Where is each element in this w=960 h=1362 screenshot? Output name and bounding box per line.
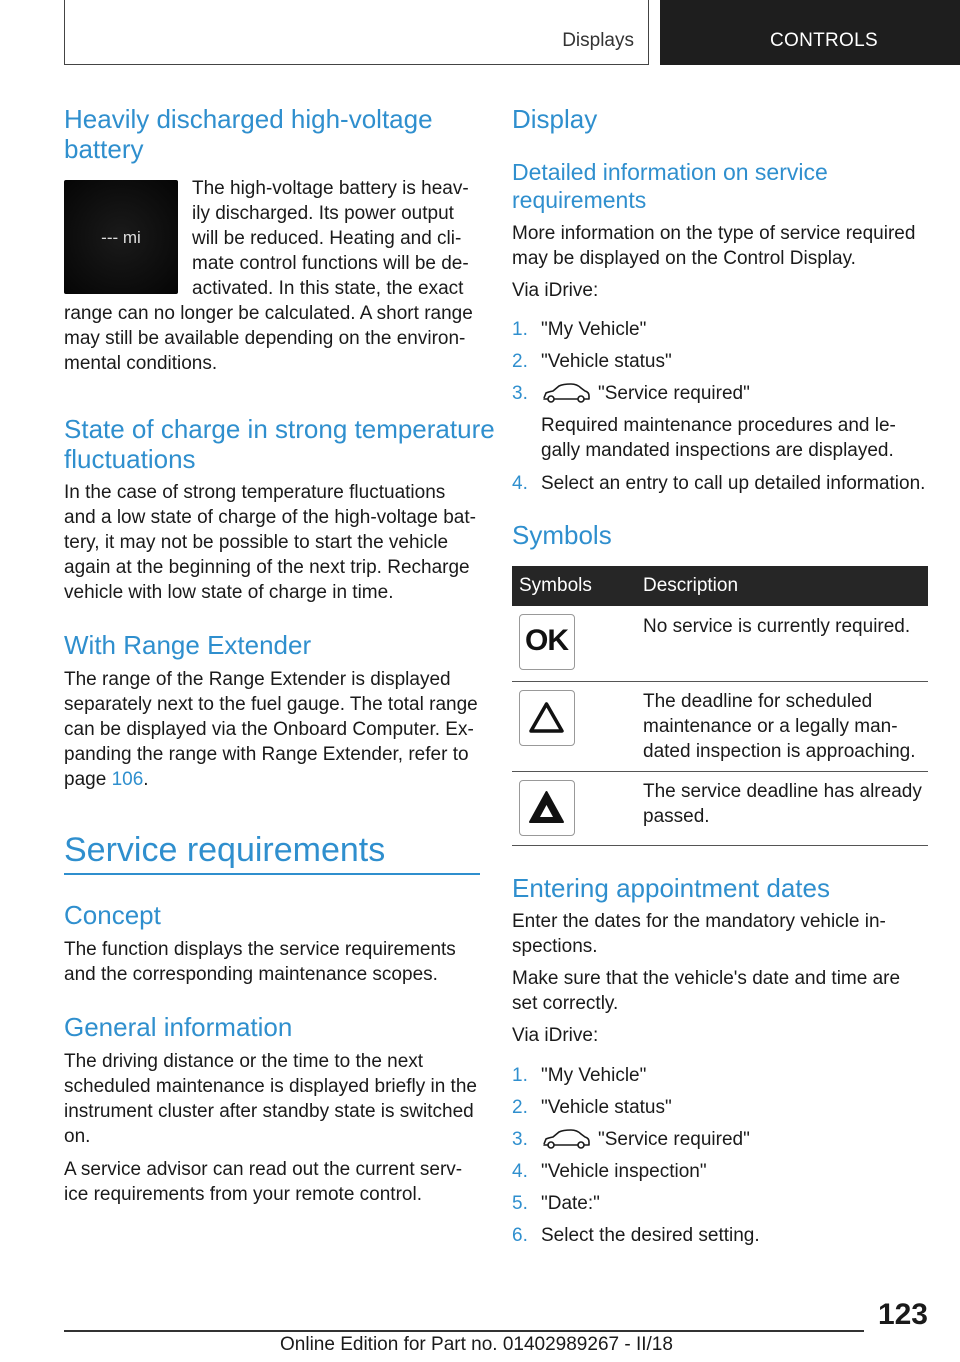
via-idrive-label-1: Via iDrive: [512,280,599,301]
general-info-heading: General information [64,1012,293,1042]
col-header-description: Description [643,575,739,596]
soc-text: In the case of strong temperature fluctuations and a low state of charge of the high-voltage bat- tery, it may not be possible to start the vehicle again at the beginning of the next trip. Recharge vehicle with low state of charge in time. [64,482,476,603]
warning-triangle-filled-icon [519,780,575,836]
header-section-box [64,0,649,65]
page-number: 123 [877,1298,928,1331]
symbols-table-header [512,566,928,606]
table-divider [512,771,928,772]
step3-note: Required maintenance procedures and le- gally mandated inspections are displayed. [541,415,896,461]
appointment-heading: Entering appointment dates [512,873,830,903]
display-heading: Display [512,104,598,134]
battery-text-wrapped: The high-voltage battery is heav- ily discharged. Its power output will be reduced. Heating and cli- mate control functions will be de- activated. In this state, the exact [192,178,469,299]
range-extender-page-ref: page 106. [64,769,149,790]
heading-rule [64,873,480,875]
car-icon [541,383,591,405]
warning-triangle-outline-icon [519,690,575,746]
range-extender-heading: With Range Extender [64,630,312,660]
page-link-106[interactable]: 106 [111,769,144,790]
header-chapter-box [660,0,960,65]
table-row-desc: No service is currently required. [643,616,911,637]
service-requirements-heading: Service requirements [64,831,386,869]
battery-text-full: range can no longer be calculated. A short range may still be available depending on the environ- mental conditions. [64,303,473,374]
appointment-text-2: Make sure that the vehicle's date and time are set correctly. [512,968,901,1014]
range-extender-text: The range of the Range Extender is displayed separately next to the fuel gauge. The total range can be displayed via the Onboard Computer. Ex- panding the range with Range Extender, refer to page 106. [64,669,478,790]
hand-pointer-icon [0,0,22,26]
col-header-symbols: Symbols [519,575,592,596]
footer-edition: Online Edition for Part no. 01402989267 - II/18 [280,1334,673,1355]
header-chapter-title: CONTROLS [770,30,878,51]
general-info-text: The driving distance or the time to the next scheduled maintenance is displayed briefly in the instrument cluster after standby state is switched on. [64,1051,477,1147]
table-divider [512,845,928,846]
header-section-title: Displays [562,30,634,51]
symbols-heading: Symbols [512,520,612,550]
concept-text: The function displays the service requirements and the corresponding maintenance scopes. [64,939,456,985]
range-display-text: --- mi [101,228,141,247]
ok-icon: OK [519,614,575,670]
footer-rule [64,1330,864,1332]
via-idrive-label-2: Via iDrive: [512,1025,599,1046]
concept-heading: Concept [64,900,161,930]
detailed-info-heading: Detailed information on service requirements [512,159,828,213]
soc-heading: State of charge in strong temperature fluctuations [64,414,495,474]
car-icon [541,1129,591,1151]
battery-heading: Heavily discharged high-voltage battery [64,104,433,164]
table-divider [512,681,928,682]
appointment-text: Enter the dates for the mandatory vehicle in- spections. [512,911,886,957]
service-advisor-text: A service advisor can read out the current serv- ice requirements from your remote control. [64,1159,463,1205]
table-row-desc: The deadline for scheduled maintenance or a legally man- dated inspection is approaching. [643,691,916,762]
table-row-desc: The service deadline has already passed. [643,781,922,827]
range-display-image [64,180,178,294]
detailed-info-text: More information on the type of service required may be displayed on the Control Display. [512,223,916,269]
